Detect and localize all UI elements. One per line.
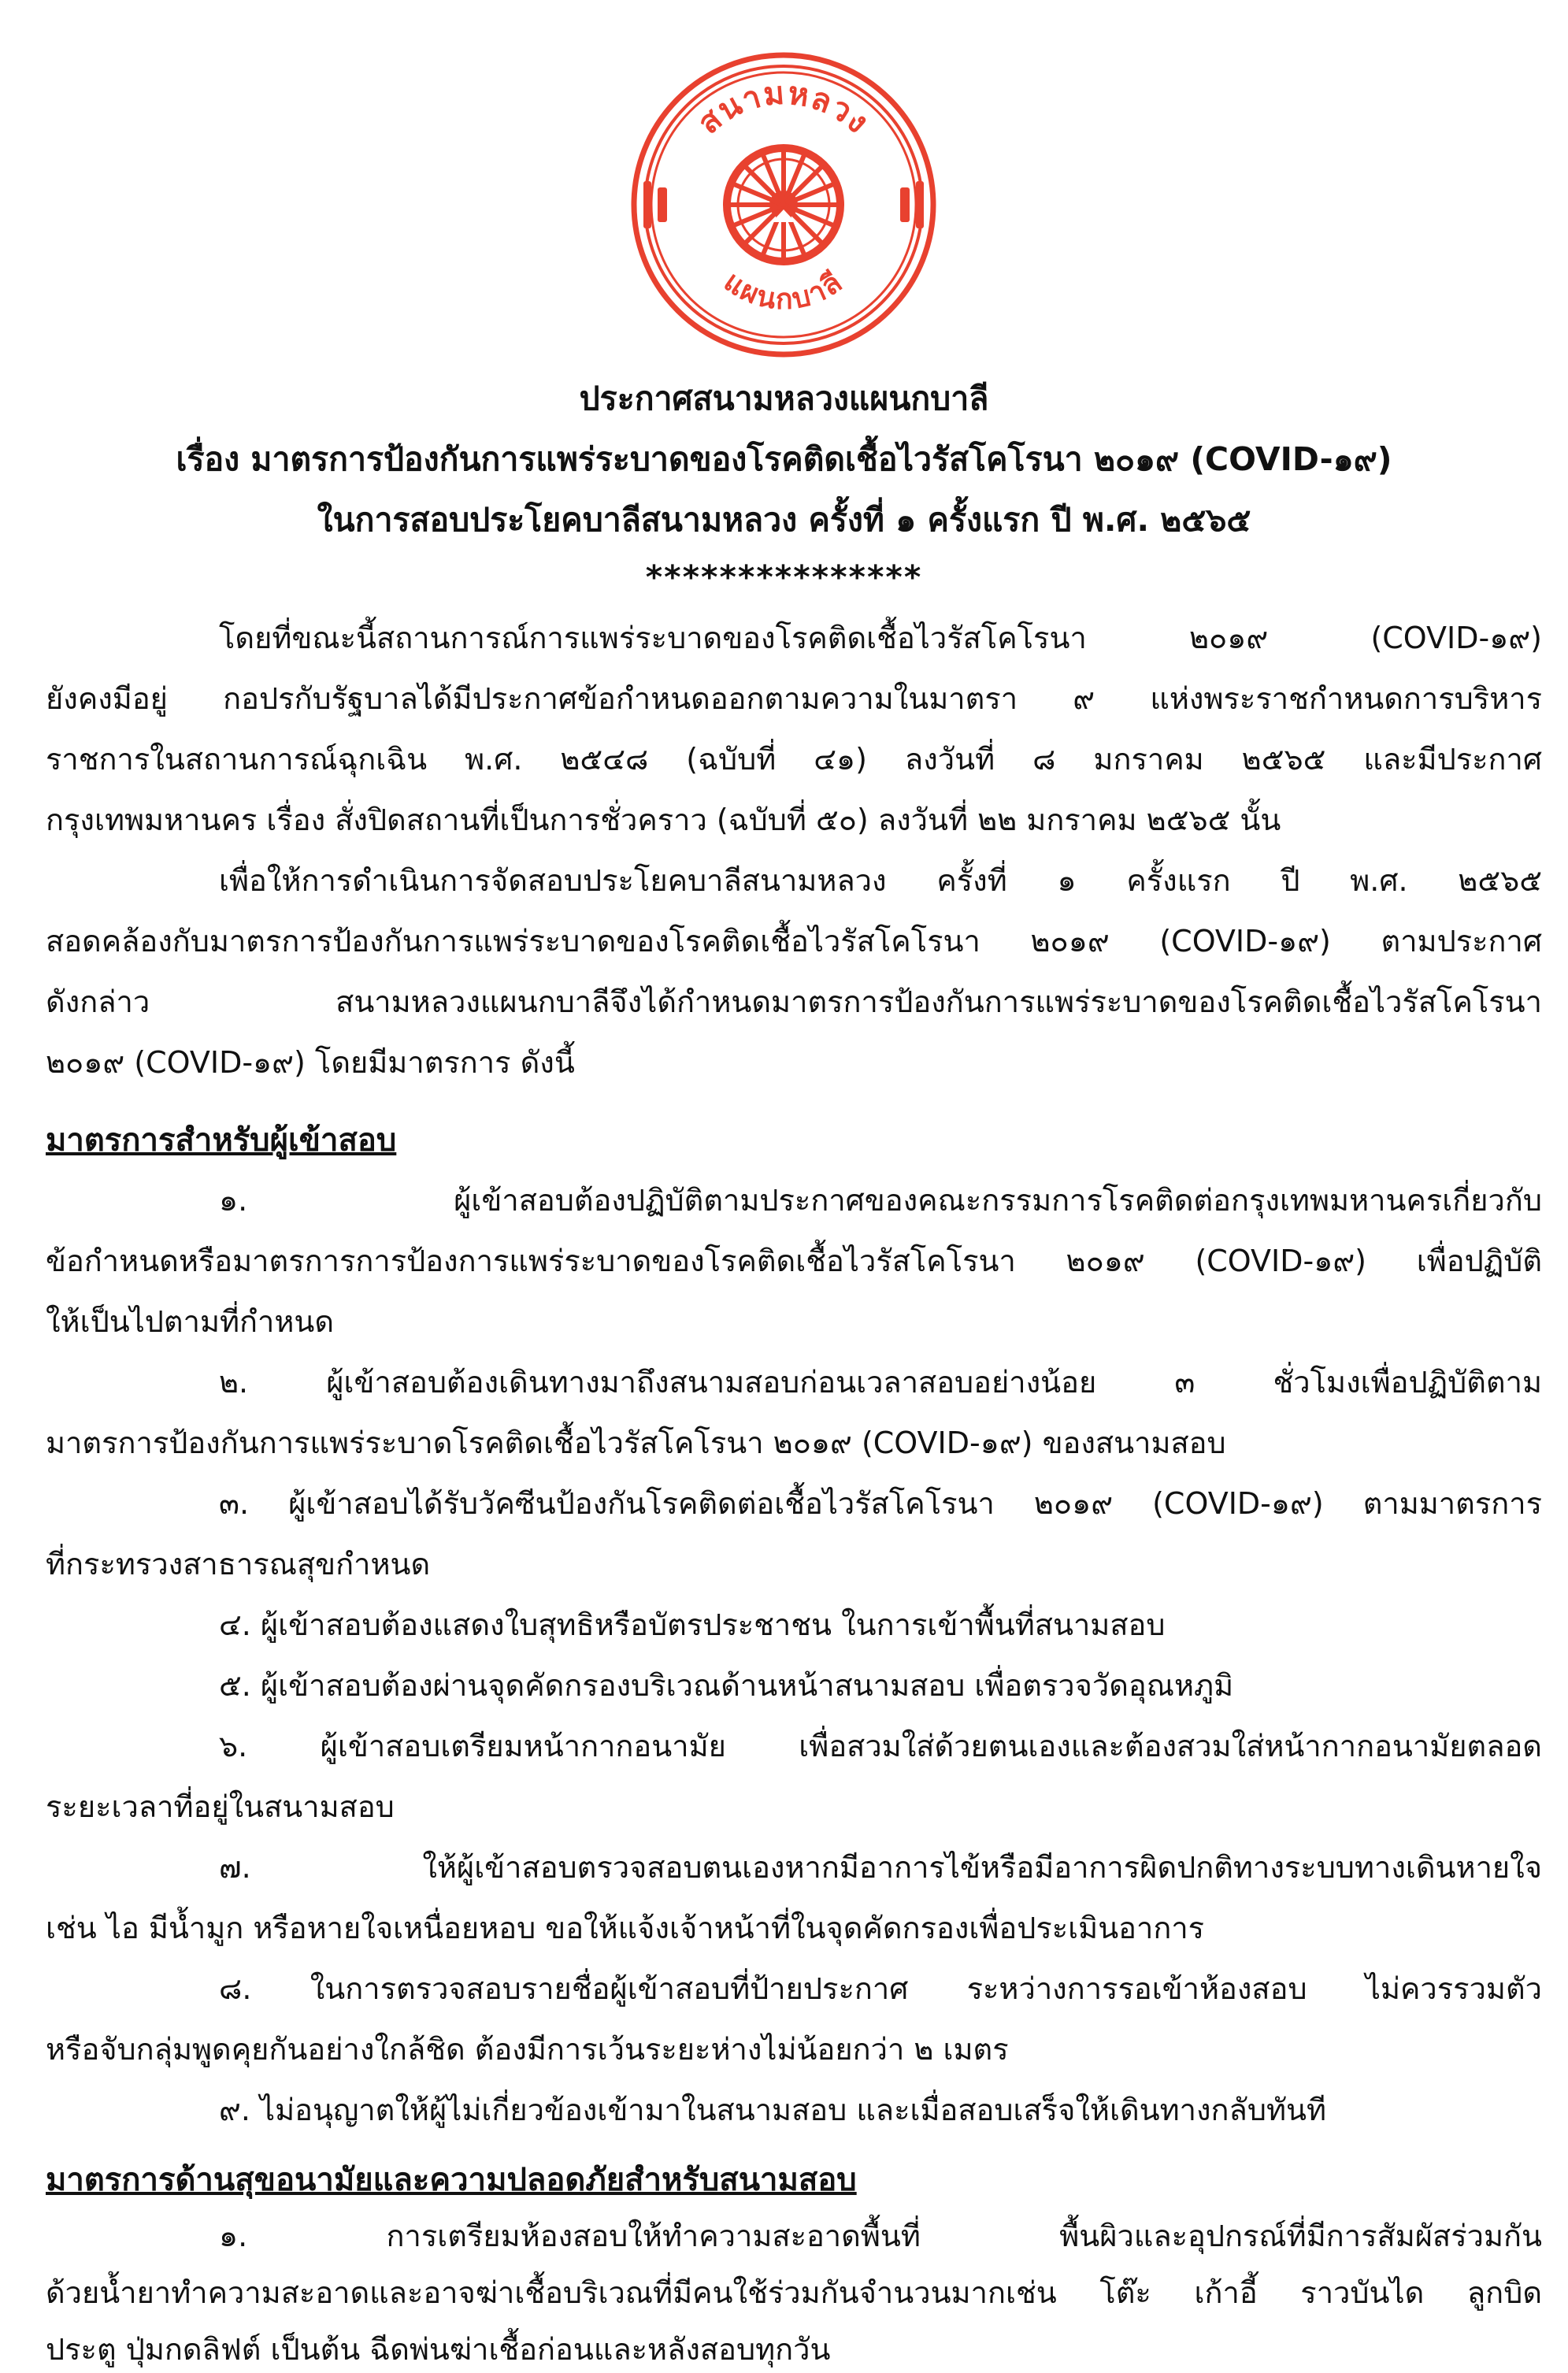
hygiene-item-1: ๑. การเตรียมห้องสอบให้ทำความสะอาดพื้นที่ พื้นผิวและอุปกรณ์ที่มีการสัมผัสร่วมกัน (219, 2219, 1542, 2253)
measure-item-6: ระยะเวลาที่อยู่ในสนามสอบ (46, 1789, 395, 1824)
announcement-title: ประกาศสนามหลวงแผนกบาลี (579, 380, 989, 417)
dharma-wheel-icon (727, 148, 840, 261)
measure-item-2: มาตรการป้องกันการแพร่ระบาดโรคติดเชื้อไวรัสโคโรนา ๒๐๑๙ (COVID-๑๙) ของสนามสอบ (46, 1426, 1226, 1460)
hygiene-item-1: ประตู ปุ่มกดลิฟต์ เป็นต้น ฉีดพ่นฆ่าเชื้อก่อนและหลังสอบทุกวัน (46, 2332, 831, 2367)
seal-bottom-text: แผนกบาลี (717, 265, 850, 317)
measure-item-3: ๓. ผู้เข้าสอบได้รับวัคซีนป้องกันโรคติดต่อเชื้อไวรัสโคโรนา ๒๐๑๙ (COVID-๑๙) ตามมาตรการ (219, 1486, 1542, 1521)
seal-emblem-icon (626, 47, 941, 362)
hygiene-item-1: ด้วยน้ำยาทำความสะอาดและอาจฆ่าเชื้อบริเวณที่มีคนใช้ร่วมกันจำนวนมากเช่น โต๊ะ เก้าอี้ ราวบันได ลูกบิด (46, 2275, 1542, 2310)
measure-item-8: หรือจับกลุ่มพูดคุยกันอย่างใกล้ชิด ต้องมีการเว้นระยะห่างไม่น้อยกว่า ๒ เมตร (46, 2032, 1009, 2067)
section-title-hygiene: มาตรการด้านสุขอนามัยและความปลอดภัยสำหรับสนามสอบ (46, 2162, 857, 2198)
intro-p1-line: ราชการในสถานการณ์ฉุกเฉิน พ.ศ. ๒๕๔๘ (ฉบับที่ ๔๑) ลงวันที่ ๘ มกราคม ๒๕๖๕ และมีประกาศ (46, 742, 1542, 777)
intro-p2-line: ๒๐๑๙ (COVID-๑๙) โดยมีมาตรการ ดังนี้ (46, 1045, 575, 1080)
intro-p2-line: สอดคล้องกับมาตรการป้องกันการแพร่ระบาดของโรคติดเชื้อไวรัสโคโรนา ๒๐๑๙ (COVID-๑๙) ตามประกาศ (46, 924, 1542, 958)
seal-top-text: สนามหลวง (691, 75, 877, 142)
measure-item-1: ให้เป็นไปตามที่กำหนด (46, 1304, 335, 1339)
measure-item-7: ๗. ให้ผู้เข้าสอบตรวจสอบตนเองหากมีอาการไข้หรือมีอาการผิดปกติทางระบบทางเดินหายใจ (219, 1850, 1542, 1885)
measure-item-7: เช่น ไอ มีน้ำมูก หรือหายใจเหนื่อยหอบ ขอให้แจ้งเจ้าหน้าที่ในจุดคัดกรองเพื่อประเมินอาการ (46, 1911, 1205, 1945)
intro-p2-line: เพื่อให้การดำเนินการจัดสอบประโยคบาลีสนามหลวง ครั้งที่ ๑ ครั้งแรก ปี พ.ศ. ๒๕๖๕ (219, 863, 1542, 898)
measure-item-3: ที่กระทรวงสาธารณสุขกำหนด (46, 1547, 431, 1581)
measure-item-6: ๖. ผู้เข้าสอบเตรียมหน้ากากอนามัย เพื่อสวมใส่ด้วยตนเองและต้องสวมใส่หน้ากากอนามัยตลอด (219, 1729, 1542, 1763)
announcement-exam-info: ในการสอบประโยคบาลีสนามหลวง ครั้งที่ ๑ ครั้งแรก ปี พ.ศ. ๒๕๖๕ (317, 501, 1251, 539)
measure-item-2: ๒. ผู้เข้าสอบต้องเดินทางมาถึงสนามสอบก่อนเวลาสอบอย่างน้อย ๓ ชั่วโมงเพื่อปฏิบัติตาม (219, 1365, 1542, 1400)
intro-p1-line: โดยที่ขณะนี้สถานการณ์การแพร่ระบาดของโรคติดเชื้อไวรัสโคโรนา ๒๐๑๙ (COVID-๑๙) (219, 621, 1542, 655)
heading-separator: *************** (645, 558, 923, 596)
sanam-luang-seal (626, 47, 941, 362)
measure-item-9: ๙. ไม่อนุญาตให้ผู้ไม่เกี่ยวข้องเข้ามาในสนามสอบ และเมื่อสอบเสร็จให้เดินทางกลับทันที (219, 2093, 1327, 2127)
measure-item-4: ๔. ผู้เข้าสอบต้องแสดงใบสุทธิหรือบัตรประชาชน ในการเข้าพื้นที่สนามสอบ (219, 1607, 1166, 1642)
intro-p1-line: กรุงเทพมหานคร เรื่อง สั่งปิดสถานที่เป็นการชั่วคราว (ฉบับที่ ๕๐) ลงวันที่ ๒๒ มกราคม ๒๕๖๕ นั้น (46, 803, 1281, 837)
announcement-subject: เรื่อง มาตรการป้องกันการแพร่ระบาดของโรคติดเชื้อไวรัสโคโรนา ๒๐๑๙ (COVID-๑๙) (176, 440, 1392, 478)
measure-item-1: ๑. ผู้เข้าสอบต้องปฏิบัติตามประกาศของคณะกรรมการโรคติดต่อกรุงเทพมหานครเกี่ยวกับ (219, 1183, 1542, 1218)
measure-item-8: ๘. ในการตรวจสอบรายชื่อผู้เข้าสอบที่ป้ายประกาศ ระหว่างการรอเข้าห้องสอบ ไม่ควรรวมตัว (219, 1971, 1542, 2006)
section-title-examinees: มาตรการสำหรับผู้เข้าสอบ (46, 1122, 397, 1159)
measure-item-5: ๕. ผู้เข้าสอบต้องผ่านจุดคัดกรองบริเวณด้านหน้าสนามสอบ เพื่อตรวจวัดอุณหภูมิ (219, 1668, 1234, 1703)
measure-item-1: ข้อกำหนดหรือมาตรการการป้องการแพร่ระบาดของโรคติดเชื้อไวรัสโคโรนา ๒๐๑๙ (COVID-๑๙) เพื่อปฏิบัติ (46, 1244, 1542, 1278)
intro-p2-line: ดังกล่าว สนามหลวงแผนกบาลีจึงได้กำหนดมาตรการป้องกันการแพร่ระบาดของโรคติดเชื้อไวรัสโคโรนา (46, 984, 1542, 1019)
intro-p1-line: ยังคงมีอยู่ กอปรกับรัฐบาลได้มีประกาศข้อกำหนดออกตามความในมาตรา ๙ แห่งพระราชกำหนดการบริหาร (46, 681, 1542, 716)
